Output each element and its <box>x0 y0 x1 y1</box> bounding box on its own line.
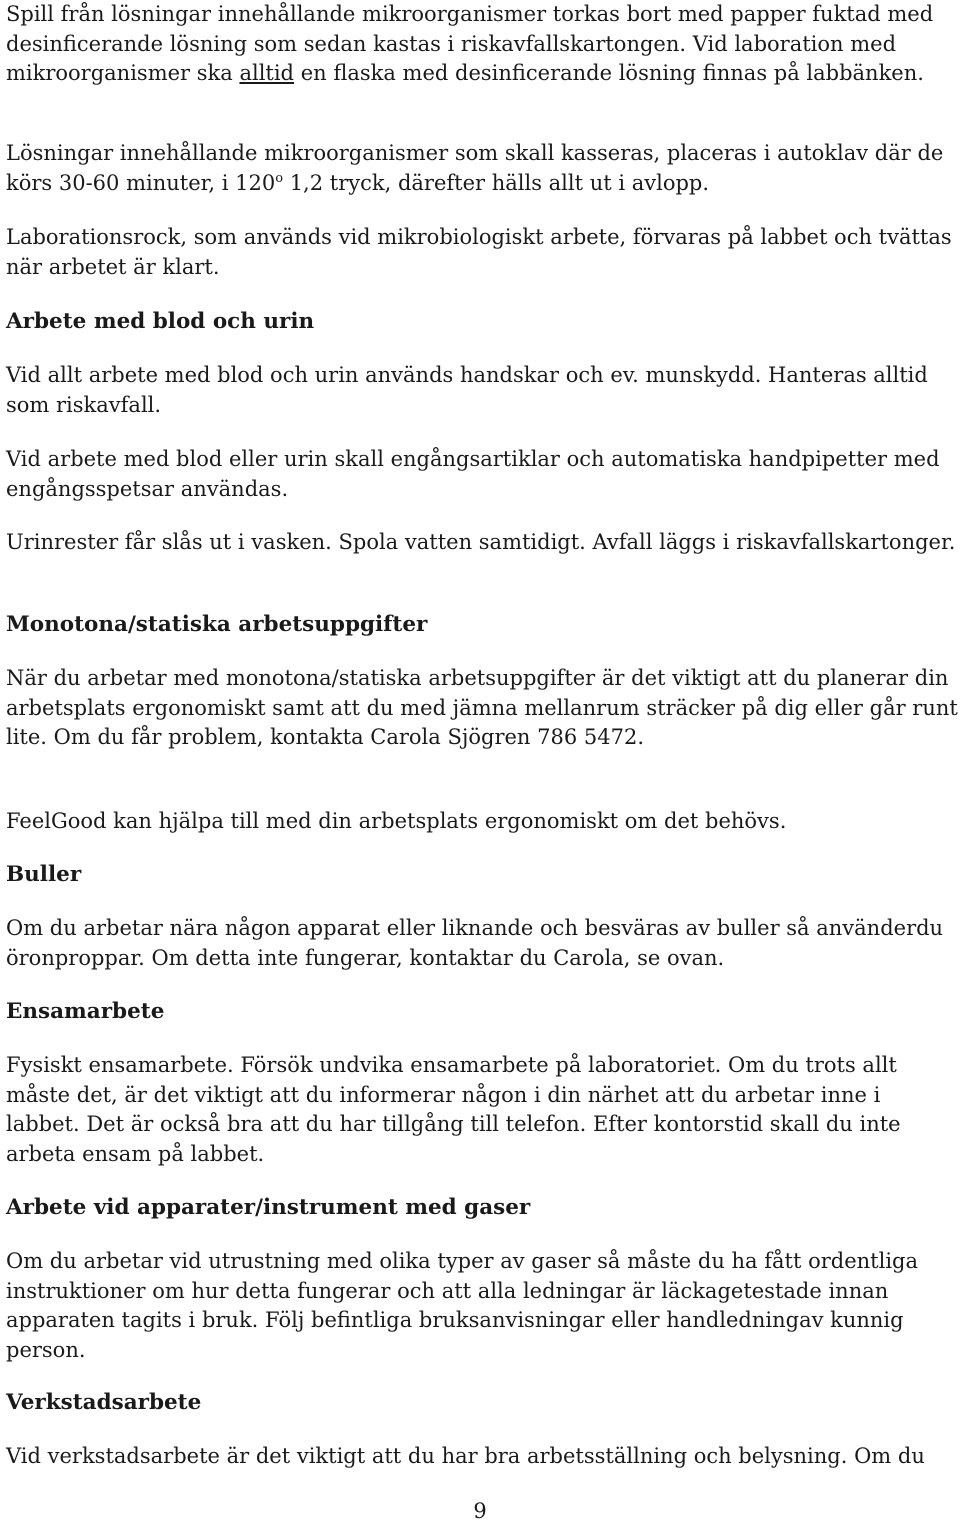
heading-monotona: Monotona/statiska arbetsuppgifter <box>6 612 428 637</box>
paragraph-engangsartiklar: Vid arbete med blod eller urin skall engångsartiklar och automatiska handpipetter med engångsspetsar användas. <box>6 447 940 501</box>
paragraph-spill: Spill från lösningar innehållande mikroorganismer torkas bort med papper fuktad med desinficerande lösning som sedan kastas i riskavfallskartongen. Vid laboration med mikroorganismer ska alltid en flaska med desinficerande lösning finnas på labbänken. <box>6 2 934 85</box>
paragraph-urinrester: Urinrester får slås ut i vasken. Spola vatten samtidigt. Avfall läggs i riskavfallskartonger. <box>6 530 956 554</box>
heading-verkstadsarbete: Verkstadsarbete <box>6 1390 202 1415</box>
paragraph-verkstadsarbete: Vid verkstadsarbete är det viktigt att du har bra arbetsställning och belysning. Om du <box>6 1444 925 1468</box>
heading-buller: Buller <box>6 862 82 887</box>
paragraph-laborationsrock: Laborationsrock, som används vid mikrobiologiskt arbete, förvaras på labbet och tvättas när arbetet är klart. <box>6 225 952 279</box>
paragraph-ensamarbete: Fysiskt ensamarbete. Försök undvika ensamarbete på laboratoriet. Om du trots allt måste det, är det viktigt att du informerar någon i din närhet att du arbetar inne i labbet. Det är också bra att du har tillgång till telefon. Efter kontorstid skall du inte arbeta ensam på labbet. <box>6 1053 901 1166</box>
page-number: 9 <box>473 1499 487 1523</box>
paragraph-monotona: När du arbetar med monotona/statiska arbetsuppgifter är det viktigt att du planerar din arbetsplats ergonomiskt samt att du med jämna mellanrum sträcker på dig eller går runt lite. Om du får problem, kontakta Carola Sjögren 786 5472. <box>6 666 958 749</box>
heading-gaser: Arbete vid apparater/instrument med gaser <box>6 1195 531 1220</box>
paragraph-autoklav: Lösningar innehållande mikroorganismer som skall kasseras, placeras i autoklav där de körs 30-60 minuter, i 120$^o$ 1,2 tryck, därefter hälls allt ut i avlopp. <box>6 141 944 195</box>
paragraph-feelgood: FeelGood kan hjälpa till med din arbetsplats ergonomiskt om det behövs. <box>6 809 787 833</box>
paragraph-buller: Om du arbetar nära någon apparat eller liknande och besväras av buller så använderdu öronproppar. Om detta inte fungerar, kontaktar du Carola, se ovan. <box>6 916 944 970</box>
heading-blod-urin: Arbete med blod och urin <box>6 309 315 334</box>
paragraph-gaser: Om du arbetar vid utrustning med olika typer av gaser så måste du ha fått ordentliga instruktioner om hur detta fungerar och att alla ledningar är läckagetestade innan apparaten tagits i bruk. Följ befintliga bruksanvisningar eller handledningav kunnig person. <box>6 1249 919 1362</box>
paragraph-handskar: Vid allt arbete med blod och urin används handskar och ev. munskydd. Hanteras alltid som riskavfall. <box>6 363 928 417</box>
degree-superscript: o <box>275 170 284 186</box>
heading-ensamarbete: Ensamarbete <box>6 999 165 1024</box>
underlined-word: alltid <box>239 61 295 85</box>
